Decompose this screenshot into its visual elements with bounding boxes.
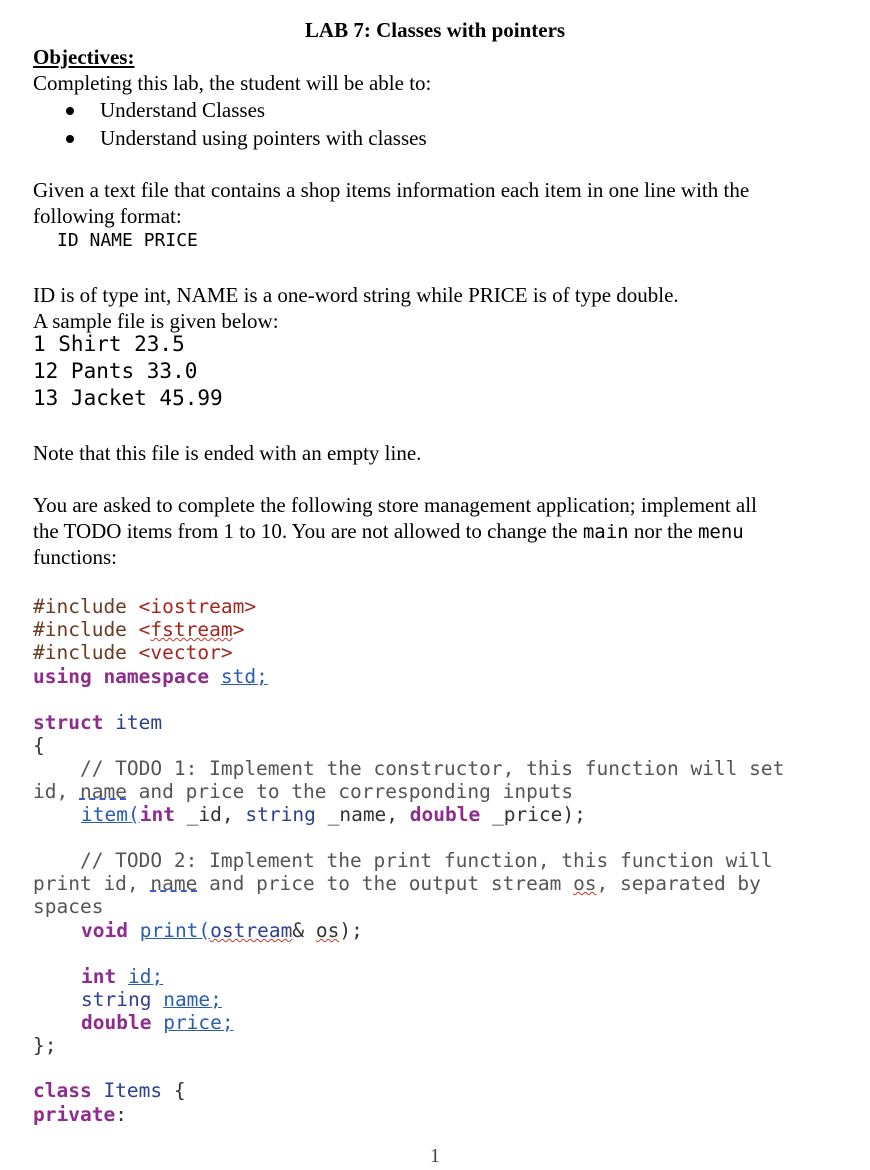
format-line: ID NAME PRICE bbox=[57, 230, 198, 251]
task-line-2: the TODO items from 1 to 10. You are not allowed to change the main nor the menu bbox=[33, 519, 744, 543]
task-line-3: functions: bbox=[33, 545, 117, 569]
code-private: private: bbox=[33, 1103, 127, 1126]
code-using-namespace: using namespace std; bbox=[33, 665, 268, 688]
task-line-1: You are asked to complete the following store management application; implement all bbox=[33, 493, 757, 517]
bullet-icon bbox=[66, 135, 74, 143]
types-line: ID is of type int, NAME is a one-word string while PRICE is of type double. bbox=[33, 283, 679, 307]
code-include-iostream: #include <iostream> bbox=[33, 595, 257, 618]
objectives-intro: Completing this lab, the student will be able to: bbox=[33, 71, 432, 95]
code-todo2-line-3: spaces bbox=[33, 895, 104, 918]
sample-intro: A sample file is given below: bbox=[33, 309, 279, 333]
inline-code-main: main bbox=[582, 521, 629, 543]
code-include-vector: #include <vector> bbox=[33, 641, 233, 664]
code-struct-decl: struct item bbox=[33, 711, 163, 734]
bullet-icon bbox=[66, 107, 74, 115]
code-member-name: string name; bbox=[81, 988, 222, 1011]
sample-line-2: 12 Pants 33.0 bbox=[33, 359, 198, 383]
code-include-fstream: #include <fstream> bbox=[33, 618, 245, 641]
code-todo2-line-1: // TODO 2: Implement the print function, this function will bbox=[33, 849, 773, 872]
page-title: LAB 7: Classes with pointers bbox=[304, 18, 566, 42]
code-struct-end: }; bbox=[33, 1034, 57, 1057]
note-line: Note that this file is ended with an empty line. bbox=[33, 441, 422, 465]
code-member-id: int id; bbox=[81, 965, 164, 988]
sample-line-1: 1 Shirt 23.5 bbox=[33, 332, 185, 356]
code-todo1-line-2: id, name and price to the corresponding inputs bbox=[33, 780, 574, 803]
code-todo1-line-1: // TODO 1: Implement the constructor, this function will set bbox=[33, 757, 785, 780]
objectives-heading: Objectives: bbox=[33, 45, 135, 69]
description-line-1: Given a text file that contains a shop items information each item in one line with the bbox=[33, 178, 750, 202]
code-brace-open: { bbox=[33, 734, 45, 757]
code-class-decl: class Items { bbox=[33, 1079, 186, 1102]
code-print-decl: void print(ostream& os); bbox=[81, 919, 363, 942]
code-constructor: item(int _id, string _name, double _price); bbox=[81, 803, 586, 826]
code-member-price: double price; bbox=[81, 1011, 234, 1034]
objective-bullet-2: Understand using pointers with classes bbox=[100, 126, 427, 150]
page-number: 1 bbox=[430, 1145, 440, 1167]
code-todo2-line-2: print id, name and price to the output stream os, separated by bbox=[33, 872, 761, 895]
sample-line-3: 13 Jacket 45.99 bbox=[33, 386, 223, 410]
objective-bullet-1: Understand Classes bbox=[100, 98, 266, 122]
description-line-2: following format: bbox=[33, 204, 182, 228]
inline-code-menu: menu bbox=[697, 521, 744, 543]
